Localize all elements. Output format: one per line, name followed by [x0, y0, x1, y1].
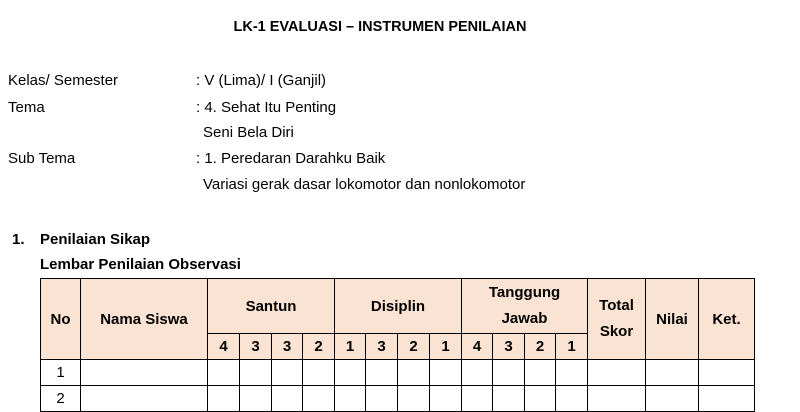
assessment-table — [40, 278, 755, 412]
header-no: No — [41, 279, 81, 360]
score-header: 2 — [303, 334, 335, 360]
score-header: 1 — [335, 334, 366, 360]
header-nama-siswa: Nama Siswa — [81, 279, 208, 360]
header-ket: Ket. — [699, 279, 755, 360]
score-header: 2 — [525, 334, 556, 360]
header-total-skor: Total Skor — [588, 279, 646, 360]
tema-value: : 4. Sehat Itu Penting — [196, 99, 337, 116]
table-row — [41, 360, 755, 386]
kelas-label: Kelas/ Semester — [8, 72, 119, 89]
page-title: LK-1 EVALUASI – INSTRUMEN PENILAIAN — [233, 19, 527, 35]
row-number: 1 — [41, 360, 81, 386]
section-subtitle: Lembar Penilaian Observasi — [40, 256, 241, 273]
section-title: Penilaian Sikap — [40, 231, 151, 248]
header-disiplin: Disiplin — [335, 279, 462, 334]
section-number: 1. — [12, 231, 25, 248]
header-santun: Santun — [208, 279, 335, 334]
score-header: 3 — [272, 334, 303, 360]
score-header: 2 — [398, 334, 430, 360]
table-row — [41, 386, 755, 412]
score-header: 4 — [208, 334, 240, 360]
score-header: 3 — [366, 334, 398, 360]
score-header: 1 — [430, 334, 462, 360]
kelas-value: : V (Lima)/ I (Ganjil) — [196, 72, 327, 89]
score-header: 1 — [556, 334, 588, 360]
score-header: 4 — [462, 334, 493, 360]
score-header: 3 — [240, 334, 272, 360]
subtema-value: : 1. Peredaran Darahku Baik — [196, 150, 386, 167]
subtema-value-2: Variasi gerak dasar lokomotor dan nonlokomotor — [203, 176, 526, 193]
subtema-label: Sub Tema — [8, 150, 76, 167]
row-number: 2 — [41, 386, 81, 412]
tema-label: Tema — [8, 99, 45, 116]
tema-value-2: Seni Bela Diri — [203, 124, 294, 141]
score-header: 3 — [493, 334, 525, 360]
header-nilai: Nilai — [646, 279, 699, 360]
header-tanggung-jawab: Tanggung Jawab — [462, 279, 588, 334]
section-heading — [12, 231, 150, 248]
